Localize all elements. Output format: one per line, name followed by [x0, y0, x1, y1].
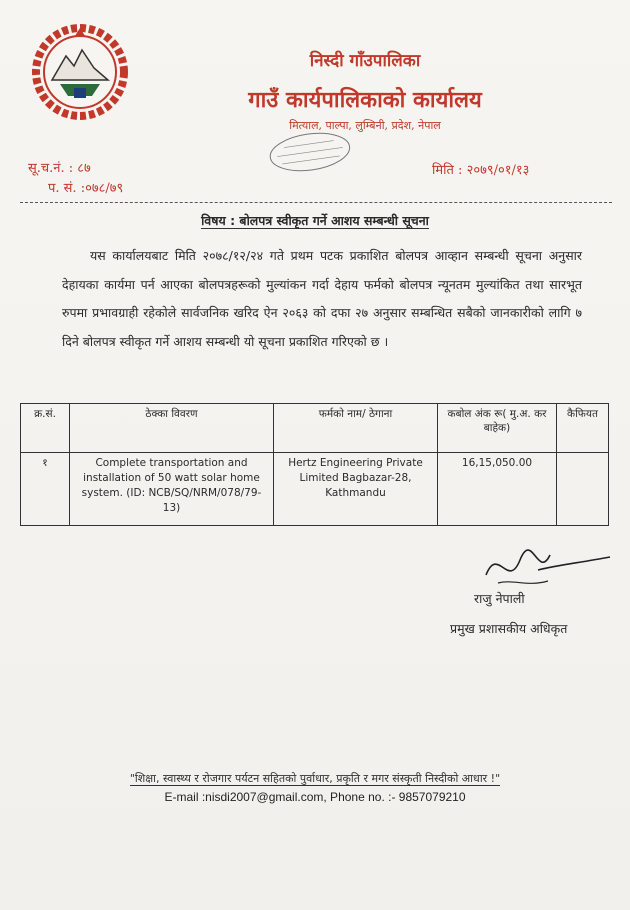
- table-row: [21, 453, 609, 526]
- office-address: मित्याल, पाल्पा, लुम्बिनी, प्रदेश, नेपाल: [289, 119, 441, 132]
- notice-subject: [0, 212, 630, 229]
- notice-date: मिति : २०७९/०१/१३: [432, 163, 530, 178]
- cell-description: Complete transportation and installation of 50 watt solar home system. (ID: NCB/SQ/NRM/078/79-13): [70, 453, 274, 526]
- notice-body: यस कार्यालयबाट मिति २०७८/१२/२४ गते प्रथम पटक प्रकाशित बोलपत्र आव्हान सम्बन्धी सूचना अनुसार देहायका कार्यमा पर्न आएका बोलपत्रहरूको मुल्यांकन गर्दा देहाय फर्मको बोलपत्र न्यूनतम मुल्यांकित तथा सारभूत रुपमा प्रभावग्राही रहेकोले सार्वजनिक खरिद ऐन २०६३ को दफा २७ अनुसार सम्बन्धित सबैको जानकारीको लागि ७ दिने बोलपत्र स्वीकृत गर्ने आशय सम्बन्धी यो सूचना प्रकाशित गरिएको छ ।: [62, 248, 582, 349]
- bid-table: [20, 403, 609, 526]
- office-name: गाउँ कार्यपालिकाको कार्यालय: [248, 87, 482, 113]
- footer-slogan: [0, 771, 630, 786]
- subject-text: विषय : बोलपत्र स्वीकृत गर्ने आशय सम्बन्धी सूचना: [201, 213, 429, 228]
- col-amount: कबोल अंक रू( मु.अ. कर बाहेक): [438, 404, 557, 453]
- signatory-title: प्रमुख प्रशासकीय अधिकृत: [450, 621, 568, 636]
- col-serial: क्र.सं.: [21, 404, 70, 453]
- cell-remarks: [557, 453, 609, 526]
- col-description: ठेक्का विवरण: [70, 404, 274, 453]
- reference-number: सू.च.नं. : ८७: [28, 161, 91, 176]
- signatory-name: राजु नेपाली: [474, 591, 525, 606]
- col-firm: फर्मको नाम/ ठेगाना: [274, 404, 438, 453]
- cell-amount: 16,15,050.00: [438, 453, 557, 526]
- municipality-name: निस्दी गाँउपालिका: [309, 51, 421, 71]
- fiscal-year: प. सं. :०७८/७९: [48, 181, 124, 196]
- table-header-row: [21, 404, 609, 453]
- col-remarks: कैफियत: [557, 404, 609, 453]
- header-divider: [20, 202, 612, 203]
- footer-contact: E-mail :nisdi2007@gmail.com, Phone no. :- 9857079210: [164, 790, 466, 804]
- cell-serial: १: [21, 453, 70, 526]
- cell-firm: Hertz Engineering Private Limited Bagbazar-28, Kathmandu: [274, 453, 438, 526]
- slogan-text: "शिक्षा, स्वास्थ्य र रोजगार पर्यटन सहितको पुर्वाधार, प्रकृति र मगर संस्कृती निस्दीको आधार !": [129, 772, 501, 785]
